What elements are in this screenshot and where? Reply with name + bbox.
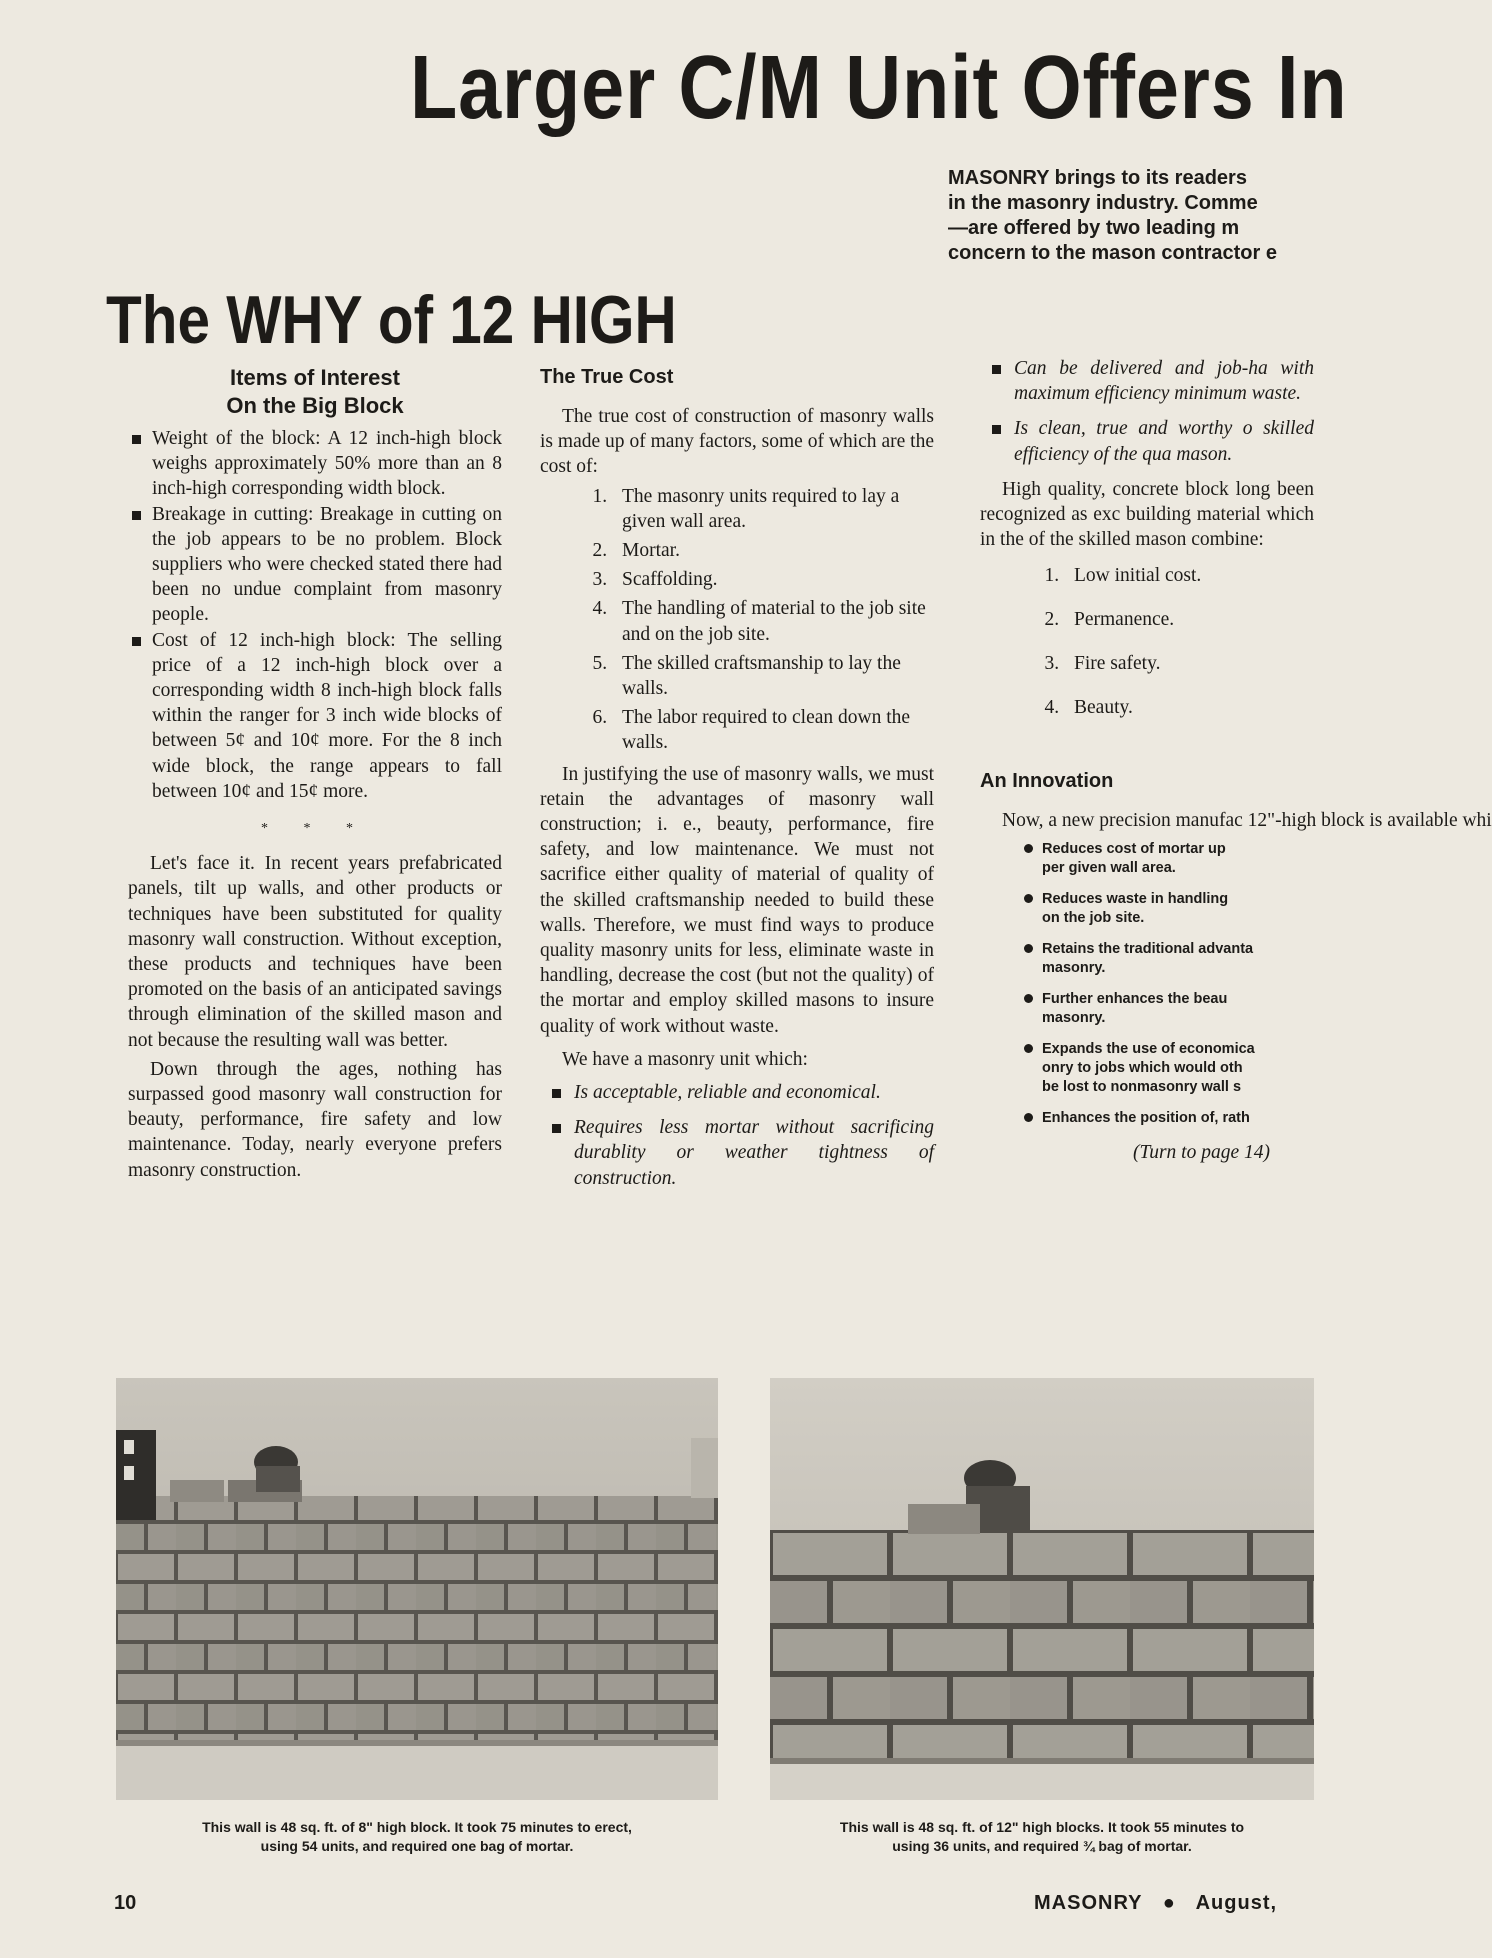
- benefit-item: 2. Permanence.: [1064, 600, 1314, 640]
- continued-note: (Turn to page 14): [1132, 1141, 1270, 1163]
- article-headline: Larger C/M Unit Offers In: [410, 38, 1348, 138]
- caption-line: This wall is 48 sq. ft. of 12" high blocks. It took 55 minutes to: [839, 1819, 1245, 1835]
- feature-item: [1022, 1040, 1314, 1097]
- benefit-item: 3. Fire safety.: [1064, 644, 1314, 684]
- issue-date: August,: [1195, 1892, 1278, 1914]
- cost-factor-list: [540, 484, 934, 756]
- unit-intro: We have a masonry unit which:: [562, 1048, 808, 1070]
- feature-line: Expands the use of economica: [1042, 1040, 1255, 1057]
- interest-item: Breakage in cutting: Breakage in cutting on the job appears to be no problem. Block suppliers who were checked stated there had been no undue complaint from masonry people.: [128, 502, 502, 628]
- unit-item: Is acceptable, reliable and economical.: [540, 1080, 934, 1105]
- feature-line: masonry.: [1042, 1009, 1106, 1026]
- footer-bullet: ●: [1162, 1892, 1176, 1914]
- intro-line: concern to the mason contractor e: [948, 242, 1277, 264]
- unit-item: Can be delivered and job-ha with maximum efficiency minimum waste.: [980, 356, 1314, 406]
- interest-item: Cost of 12 inch-high block: The selling price of a 12 inch-high block over a corresponding width 8 inch-high block falls within the ranger for 3 inch wide blocks of between 5¢ and 10¢ more. For the 8 inch wide block, the range appears to fall between 10¢ and 15¢ more.: [128, 628, 502, 804]
- feature-item: [1022, 990, 1314, 1028]
- feature-line: onry to jobs which would oth: [1042, 1059, 1243, 1076]
- caption-right: [770, 1818, 1314, 1856]
- column-middle: [540, 364, 934, 1201]
- caption-left: [116, 1818, 718, 1856]
- benefit-list: [980, 556, 1314, 728]
- intro-blurb: [948, 166, 1314, 266]
- caption-line: using 36 units, and required ¾ bag of mortar.: [892, 1838, 1192, 1854]
- cost-factor: 1. The masonry units required to lay a given wall area.: [612, 484, 934, 534]
- unit-item: Requires less mortar without sacrificing durablity or weather tightness of construction.: [540, 1115, 934, 1191]
- feature-item: [1022, 840, 1314, 878]
- caption-line: using 54 units, and required one bag of mortar.: [260, 1838, 574, 1854]
- magazine-name: MASONRY: [1034, 1892, 1143, 1914]
- feature-line: be lost to nonmasonry wall s: [1042, 1078, 1242, 1095]
- feature-line: Retains the traditional advanta: [1042, 940, 1254, 957]
- intro-line: MASONRY brings to its readers: [948, 167, 1247, 189]
- cost-factor: 5. The skilled craftsmanship to lay the walls.: [612, 651, 934, 701]
- items-heading-line: On the Big Block: [226, 393, 404, 418]
- running-footer: [1034, 1892, 1314, 1915]
- true-cost-heading: The True Cost: [540, 366, 674, 388]
- body-paragraph: Let's face it. In recent years prefabricated panels, tilt up walls, and other products or techniques have been substituted for quality masonry wall construction. Without exception, these products and techniques have been promoted on the basis of an anticipated savings through elimination of the skilled mason and not because the resulting wall was better.: [128, 853, 502, 1051]
- feature-line: Further enhances the beau: [1042, 990, 1228, 1007]
- cost-factor: 2. Mortar.: [612, 538, 934, 563]
- photo-12-inch-wall-image: [770, 1378, 1314, 1800]
- photo-8-inch-wall: [116, 1378, 718, 1800]
- feature-line: masonry.: [1042, 959, 1106, 976]
- photo-12-inch-wall: [770, 1378, 1314, 1800]
- body-paragraph: Now, a new precision manufac 12"-high block is available whi: [1002, 810, 1492, 832]
- feature-line: per given wall area.: [1042, 859, 1176, 876]
- section-title: The WHY of 12 HIGH: [106, 282, 677, 358]
- body-paragraph: In justifying the use of masonry walls, we must retain the advantages of masonry wall construction; i. e., beauty, performance, fire safety, and low maintenance. We must not sacrifice either quality of material of quality of the skilled craftsmanship needed to build these walls. Therefore, we must find ways to produce quality masonry units for less, eliminate waste in handling, decrease the cost (but not the quality) of the mortar and employ skilled masons to insure quality of work without waste.: [540, 763, 934, 1037]
- page-number: 10: [114, 1892, 137, 1914]
- column-left: [128, 364, 502, 1187]
- cost-factor: 4. The handling of material to the job site and on the job site.: [612, 596, 934, 646]
- feature-line: Reduces waste in handling: [1042, 890, 1229, 907]
- unit-list-continued: [980, 356, 1314, 467]
- intro-line: in the masonry industry. Comme: [948, 192, 1258, 214]
- feature-list: [980, 840, 1314, 1128]
- caption-line: This wall is 48 sq. ft. of 8" high block. It took 75 minutes to erect,: [202, 1819, 632, 1835]
- column-right: [980, 356, 1492, 1165]
- section-divider: * * *: [261, 821, 369, 837]
- innovation-heading: An Innovation: [980, 770, 1114, 793]
- intro-line: —are offered by two leading m: [948, 217, 1240, 239]
- photo-8-inch-wall-image: [116, 1378, 718, 1800]
- body-paragraph: Down through the ages, nothing has surpassed good masonry wall construction for beauty, performance, fire safety and low maintenance. Today, nearly everyone prefers masonry construction.: [128, 1058, 502, 1181]
- feature-line: Reduces cost of mortar up: [1042, 840, 1226, 857]
- benefit-item: 4. Beauty.: [1064, 688, 1314, 728]
- interest-item: Weight of the block: A 12 inch-high block weighs approximately 50% more than an 8 inch-high corresponding width block.: [128, 426, 502, 502]
- unit-item: Is clean, true and worthy o skilled efficiency of the qua mason.: [980, 416, 1314, 466]
- unit-list: [540, 1080, 934, 1191]
- items-heading: [128, 364, 502, 420]
- feature-item: [1022, 1109, 1314, 1128]
- interest-list: [128, 426, 502, 804]
- cost-factor: 6. The labor required to clean down the walls.: [612, 705, 934, 755]
- body-paragraph: High quality, concrete block long been recognized as exc building material which in the of the skilled mason combine:: [980, 478, 1314, 551]
- feature-item: [1022, 890, 1314, 928]
- benefit-item: 1. Low initial cost.: [1064, 556, 1314, 596]
- feature-line: Enhances the position of, rath: [1042, 1109, 1250, 1126]
- body-paragraph: The true cost of construction of masonry walls is made up of many factors, some of which are the cost of:: [540, 406, 934, 478]
- items-heading-line: Items of Interest: [230, 365, 400, 390]
- cost-factor: 3. Scaffolding.: [612, 567, 934, 592]
- feature-item: [1022, 940, 1314, 978]
- feature-line: on the job site.: [1042, 909, 1145, 926]
